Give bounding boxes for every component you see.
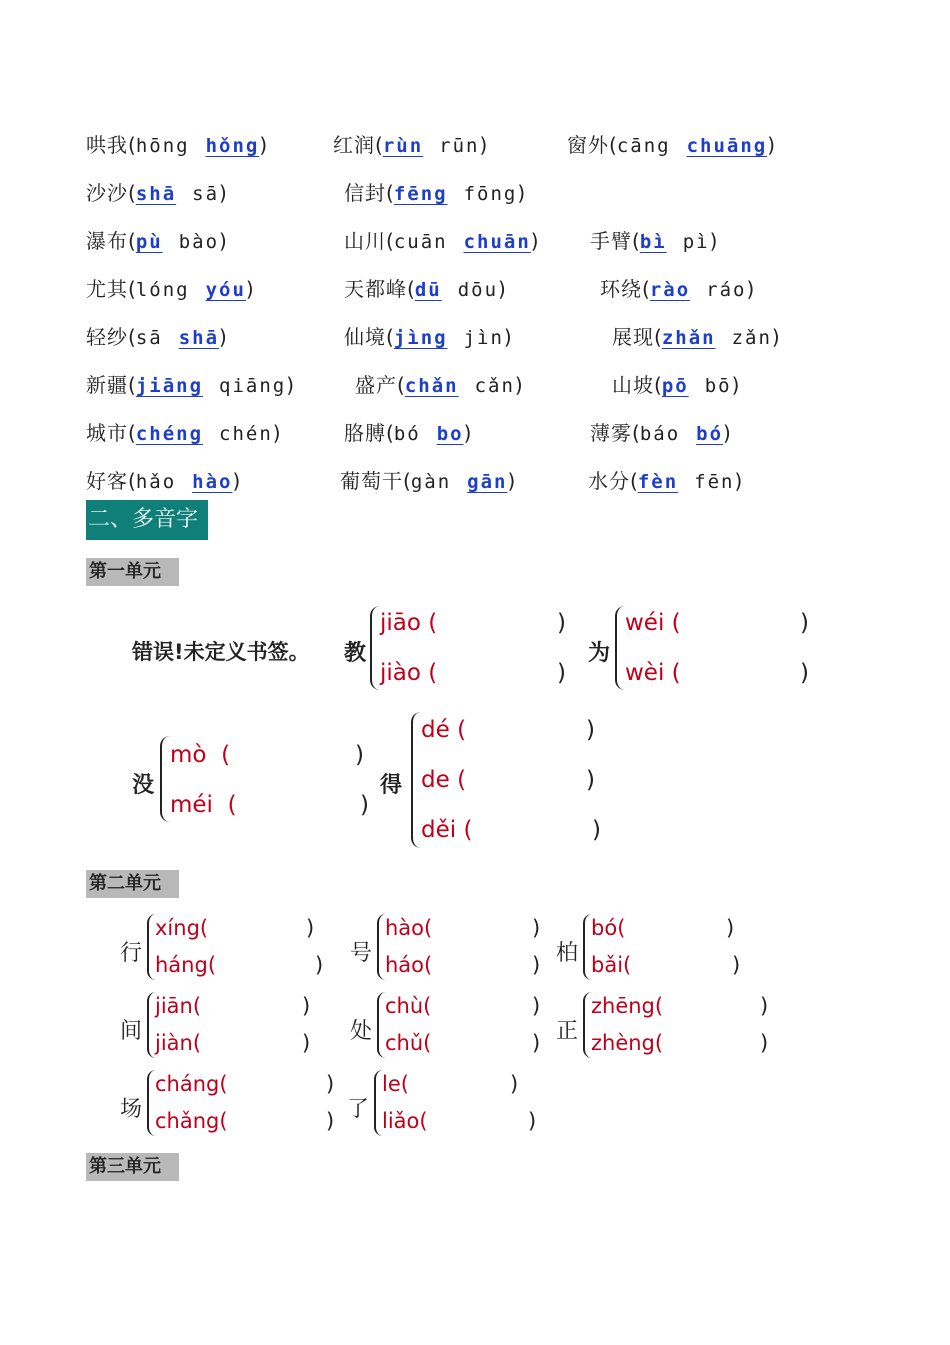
word-item [590, 221, 717, 262]
paren-open: ( [128, 277, 136, 301]
word-text: 葡萄干 [340, 469, 403, 493]
wrong-pinyin: gàn [410, 471, 452, 493]
paren-close: ) [517, 181, 526, 205]
word-text: 展现 [612, 325, 654, 349]
reading-mei-1: mò ( [170, 742, 231, 768]
paren-close: ) [245, 277, 254, 301]
reading-zheng-2: zhèng( [591, 1031, 664, 1055]
word-text: 轻纱 [86, 325, 128, 349]
wrong-pinyin: jìn [463, 327, 504, 349]
paren-open: ( [386, 181, 394, 205]
correct-pinyin: rùn [382, 135, 424, 157]
paren-close: ) [219, 325, 227, 349]
wrong-pinyin: ráo [706, 279, 747, 301]
wrong-pinyin: fōng [463, 183, 518, 205]
word-row [0, 365, 950, 405]
wrong-pinyin: sā [135, 327, 163, 349]
word-text: 哄我 [86, 133, 128, 157]
word-item [333, 125, 487, 166]
word-item [86, 413, 281, 454]
brace [160, 736, 170, 822]
paren-close: ) [586, 717, 595, 743]
paren-close: ) [557, 660, 566, 686]
paren-close: ) [760, 994, 769, 1018]
paren-open: ( [632, 229, 640, 253]
word-text: 胳膊 [344, 421, 386, 445]
char-xing: 行 [120, 941, 143, 966]
paren-close: ) [532, 1031, 541, 1055]
paren-close: ) [767, 133, 776, 157]
reading-de-1: dé ( [421, 717, 467, 743]
correct-pinyin: pù [135, 231, 163, 253]
paren-close: ) [731, 373, 740, 397]
paren-close: ) [726, 916, 735, 940]
paren-open: ( [642, 277, 650, 301]
reading-chang-1: cháng( [155, 1072, 228, 1096]
paren-open: ( [630, 469, 638, 493]
wrong-pinyin: cǎn [474, 375, 515, 397]
correct-pinyin: fēng [393, 183, 448, 205]
word-text: 盛产 [355, 373, 397, 397]
word-item [355, 365, 523, 406]
paren-close: ) [219, 229, 227, 253]
paren-open: ( [609, 133, 617, 157]
paren-open: ( [386, 325, 394, 349]
wrong-pinyin: hǎo [135, 471, 177, 493]
paren-close: ) [746, 277, 755, 301]
paren-close: ) [760, 1031, 769, 1055]
char-chang: 场 [120, 1097, 143, 1122]
error-text: 错误!未定义书签。 [132, 640, 310, 664]
word-row [0, 173, 950, 213]
word-row [0, 125, 950, 165]
paren-close: ) [709, 229, 718, 253]
correct-pinyin: hào [192, 471, 233, 493]
word-text: 天都峰 [344, 277, 407, 301]
word-item [344, 269, 506, 310]
word-text: 薄雾 [590, 421, 632, 445]
brace [370, 606, 380, 690]
char-jian: 间 [120, 1019, 143, 1044]
correct-pinyin: dū [414, 279, 442, 301]
brace [411, 712, 421, 848]
correct-pinyin: chuān [463, 231, 531, 253]
paren-open: ( [407, 277, 415, 301]
paren-close: ) [360, 792, 369, 818]
reading-xing-2: háng( [155, 953, 217, 977]
word-row [0, 413, 950, 453]
word-item [86, 125, 267, 166]
wrong-pinyin: pì [682, 231, 710, 253]
reading-le-2: liǎo( [382, 1109, 428, 1133]
paren-open: ( [128, 325, 136, 349]
correct-pinyin: shā [178, 327, 220, 349]
wrong-pinyin: bó [393, 423, 421, 445]
correct-pinyin: chǎn [404, 375, 459, 397]
paren-close: ) [532, 916, 541, 940]
paren-close: ) [532, 953, 541, 977]
paren-close: ) [479, 133, 488, 157]
paren-close: ) [232, 469, 241, 493]
word-item [86, 221, 227, 262]
paren-open: ( [128, 421, 136, 445]
wrong-pinyin: qiāng [219, 375, 287, 397]
reading-wei-2: wèi ( [625, 660, 681, 686]
reading-jiao-1: jiāo ( [380, 610, 438, 636]
wrong-pinyin: lóng [135, 279, 190, 301]
word-text: 手臂 [590, 229, 632, 253]
word-item [612, 317, 780, 358]
word-item [86, 269, 254, 310]
word-text: 新疆 [86, 373, 128, 397]
unit-heading-3: 第三单元 [86, 1153, 179, 1181]
word-item [344, 317, 512, 358]
paren-close: ) [463, 421, 472, 445]
correct-pinyin: jìng [393, 327, 448, 349]
char-jiao: 教 [344, 641, 367, 666]
paren-open: ( [654, 325, 662, 349]
word-text: 水分 [588, 469, 630, 493]
word-item [344, 221, 539, 262]
paren-close: ) [326, 1072, 335, 1096]
reading-wei-1: wéi ( [625, 610, 681, 636]
word-item [86, 317, 227, 358]
correct-pinyin: rào [649, 279, 691, 301]
reading-hao-2: háo( [385, 953, 433, 977]
section-heading: 二、多音字 [86, 500, 208, 540]
reading-chang-2: chǎng( [155, 1109, 228, 1133]
paren-open: ( [403, 469, 411, 493]
word-text: 沙沙 [86, 181, 128, 205]
wrong-pinyin: hōng [135, 135, 190, 157]
paren-close: ) [219, 181, 227, 205]
reading-jian-2: jiàn( [155, 1031, 202, 1055]
brace [615, 606, 625, 690]
word-row [0, 317, 950, 357]
paren-close: ) [315, 953, 324, 977]
word-text: 山川 [344, 229, 386, 253]
paren-close: ) [800, 660, 809, 686]
correct-pinyin: chuāng [686, 135, 768, 157]
paren-close: ) [302, 994, 311, 1018]
unit-heading-2: 第二单元 [86, 870, 179, 898]
reading-jiao-2: jiào ( [380, 660, 438, 686]
correct-pinyin: bì [639, 231, 667, 253]
word-item [590, 413, 731, 454]
paren-open: ( [654, 373, 662, 397]
paren-open: ( [375, 133, 383, 157]
word-text: 好客 [86, 469, 128, 493]
paren-close: ) [771, 325, 780, 349]
word-item [344, 413, 471, 454]
wrong-pinyin: fēn [694, 471, 735, 493]
reading-mei-2: méi ( [170, 792, 237, 818]
unit-heading-1: 第一单元 [86, 558, 179, 586]
reading-bo-1: bó( [591, 916, 626, 940]
paren-close: ) [503, 325, 512, 349]
reading-jian-1: jiān( [155, 994, 202, 1018]
wrong-pinyin: rūn [439, 135, 480, 157]
correct-pinyin: pō [661, 375, 689, 397]
wrong-pinyin: bào [178, 231, 220, 253]
word-item [567, 125, 775, 166]
reading-xing-1: xíng( [155, 916, 209, 940]
word-item [600, 269, 754, 310]
reading-zheng-1: zhēng( [591, 994, 664, 1018]
paren-close: ) [557, 610, 566, 636]
char-le: 了 [347, 1097, 370, 1122]
paren-close: ) [272, 421, 281, 445]
wrong-pinyin: cuān [393, 231, 448, 253]
correct-pinyin: bo [436, 423, 464, 445]
paren-close: ) [592, 817, 601, 843]
wrong-pinyin: zǎn [731, 327, 772, 349]
char-zheng: 正 [556, 1019, 579, 1044]
correct-pinyin: chéng [135, 423, 204, 445]
char-mei: 没 [132, 773, 155, 798]
paren-open: ( [632, 421, 640, 445]
wrong-pinyin: báo [639, 423, 681, 445]
wrong-pinyin: dōu [457, 279, 499, 301]
word-text: 尤其 [86, 277, 128, 301]
paren-close: ) [498, 277, 506, 301]
reading-le-1: le( [382, 1072, 409, 1096]
correct-pinyin: hǒng [205, 135, 260, 157]
reading-de-2: de ( [421, 767, 467, 793]
paren-close: ) [723, 421, 731, 445]
correct-pinyin: zhǎn [661, 327, 716, 349]
word-text: 红润 [333, 133, 375, 157]
paren-open: ( [128, 373, 136, 397]
word-row [0, 461, 950, 501]
correct-pinyin: bó [696, 423, 724, 445]
word-item [340, 461, 515, 502]
reading-chu-2: chǔ( [385, 1031, 432, 1055]
word-text: 窗外 [567, 133, 609, 157]
paren-close: ) [514, 373, 523, 397]
char-hao: 号 [350, 941, 373, 966]
reading-hao-1: hào( [385, 916, 433, 940]
paren-close: ) [732, 953, 741, 977]
paren-open: ( [128, 133, 136, 157]
word-item [588, 461, 742, 502]
wrong-pinyin: chén [219, 423, 273, 445]
paren-close: ) [586, 767, 595, 793]
paren-close: ) [510, 1072, 519, 1096]
word-row [0, 221, 950, 261]
paren-close: ) [507, 469, 516, 493]
paren-close: ) [734, 469, 743, 493]
reading-de-3: děi ( [421, 817, 473, 843]
wrong-pinyin: sā [192, 183, 220, 205]
paren-close: ) [302, 1031, 311, 1055]
word-text: 信封 [344, 181, 386, 205]
char-de: 得 [380, 773, 403, 798]
correct-pinyin: yóu [205, 279, 246, 301]
correct-pinyin: fèn [637, 471, 679, 493]
paren-close: ) [355, 742, 364, 768]
word-item [86, 461, 240, 502]
paren-open: ( [128, 469, 136, 493]
paren-close: ) [800, 610, 809, 636]
correct-pinyin: shā [135, 183, 177, 205]
paren-close: ) [306, 916, 315, 940]
paren-close: ) [528, 1109, 537, 1133]
paren-close: ) [259, 133, 268, 157]
wrong-pinyin: cāng [616, 135, 671, 157]
paren-open: ( [128, 181, 136, 205]
reading-chu-1: chù( [385, 994, 432, 1018]
word-text: 山坡 [612, 373, 654, 397]
reading-bo-2: bǎi( [591, 953, 632, 977]
paren-close: ) [530, 229, 539, 253]
paren-open: ( [128, 229, 136, 253]
char-chu: 处 [350, 1019, 373, 1044]
paren-close: ) [326, 1109, 335, 1133]
word-item [86, 365, 294, 406]
correct-pinyin: gān [467, 471, 508, 493]
word-text: 城市 [86, 421, 128, 445]
paren-open: ( [397, 373, 405, 397]
word-text: 瀑布 [86, 229, 128, 253]
paren-close: ) [532, 994, 541, 1018]
word-item [86, 173, 227, 214]
paren-open: ( [386, 421, 394, 445]
correct-pinyin: jiāng [135, 375, 204, 397]
char-bo: 柏 [556, 941, 579, 966]
word-item [344, 173, 525, 214]
word-item [612, 365, 739, 406]
char-wei: 为 [588, 641, 611, 666]
word-text: 环绕 [600, 277, 642, 301]
paren-close: ) [286, 373, 295, 397]
word-text: 仙境 [344, 325, 386, 349]
word-row [0, 269, 950, 309]
paren-open: ( [386, 229, 394, 253]
wrong-pinyin: bō [704, 375, 732, 397]
